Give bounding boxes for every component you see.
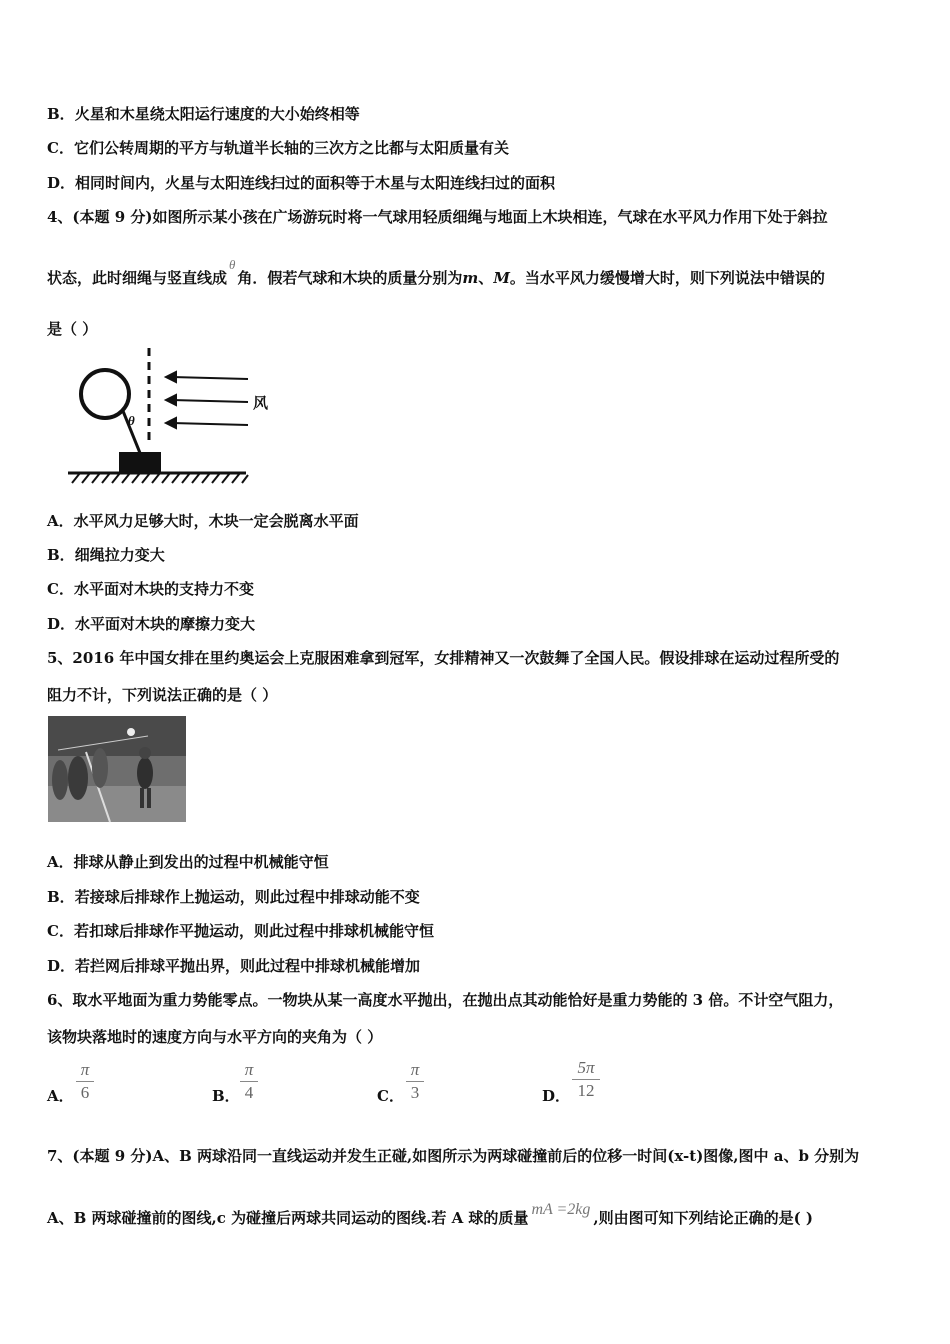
q4-option-b: B．细绳拉力变大 (47, 546, 165, 564)
q6-option-c-fraction: π 3 (406, 1060, 424, 1103)
q7-stem-line1: 7、(本题 9 分)A、B 两球沿同一直线运动并发生正碰,如图所示为两球碰撞前后的位移一时间(x-t)图像,图中 a、b 分别为 (47, 1147, 860, 1165)
q5-stem-line1: 5、2016 年中国女排在里约奥运会上克服困难拿到冠军，女排精神又一次鼓舞了全国人民。假设排球在运动过程所受的 (47, 649, 840, 667)
q4-stem-line2: 状态，此时细绳与竖直线成θ角．假若气球和木块的质量分别为m、M。当水平风力缓慢增大时，则下列说法中错误的 (47, 257, 825, 287)
q6-option-a-label: A． (47, 1087, 74, 1105)
figure-theta-label: θ (128, 413, 135, 428)
q5-option-a: A．排球从静止到发出的过程中机械能守恒 (47, 853, 329, 871)
q5-option-b: B．若接球后排球作上抛运动，则此过程中排球动能不变 (47, 888, 420, 906)
q4-theta-symbol: θ (229, 257, 236, 272)
q4-option-d: D．水平面对木块的摩擦力变大 (47, 615, 256, 633)
wind-label: 风 (253, 394, 269, 412)
q6-stem-line2: 该物块落地时的速度方向与水平方向的夹角为（ ） (47, 1028, 383, 1046)
q4-stem-line3: 是（ ） (47, 320, 98, 338)
q4-option-c: C．水平面对木块的支持力不变 (47, 580, 254, 598)
q6-option-d-fraction: 5π 12 (572, 1058, 600, 1101)
q7-stem-line2: A、B 两球碰撞前的图线,c 为碰撞后两球共同运动的图线.若 A 球的质量 mA =2kg ,则由图可知下列结论正确的是( ) (47, 1201, 814, 1227)
q7-mass-expression: mA =2kg (531, 1201, 591, 1218)
q3-option-d: D．相同时间内，火星与太阳连线扫过的面积等于木星与太阳连线扫过的面积 (47, 174, 556, 192)
q6-stem-line1: 6、取水平地面为重力势能零点。一物块从某一高度水平抛出，在抛出点其动能恰好是重力势能的 3 倍。不计空气阻力， (47, 991, 844, 1009)
q5-stem-line2: 阻力不计，下列说法正确的是（ ） (47, 686, 278, 704)
q6-option-d-label: D． (542, 1087, 571, 1105)
q4-option-a: A．水平风力足够大时，木块一定会脱离水平面 (47, 512, 359, 530)
q6-option-b-fraction: π 4 (240, 1060, 258, 1103)
wood-block (119, 452, 161, 473)
wind-arrows (166, 372, 248, 428)
balloon-wind-figure (60, 345, 269, 490)
volleyball-photo (48, 716, 186, 822)
balloon (81, 370, 129, 418)
q4-stem-line1: 4、(本题 9 分)如图所示某小孩在广场游玩时将一气球用轻质细绳与地面上木块相连，气球在水平风力作用下处于斜拉 (47, 208, 828, 226)
q5-option-c: C．若扣球后排球作平抛运动，则此过程中排球机械能守恒 (47, 922, 434, 940)
q6-option-a-fraction: π 6 (76, 1060, 94, 1103)
q3-option-c: C．它们公转周期的平方与轨道半长轴的三次方之比都与太阳质量有关 (47, 139, 509, 157)
q3-option-b: B．火星和木星绕太阳运行速度的大小始终相等 (47, 105, 360, 123)
q6-option-b-label: B． (212, 1087, 240, 1105)
q6-option-c-label: C． (377, 1087, 404, 1105)
q5-option-d: D．若拦网后排球平抛出界，则此过程中排球机械能增加 (47, 957, 421, 975)
